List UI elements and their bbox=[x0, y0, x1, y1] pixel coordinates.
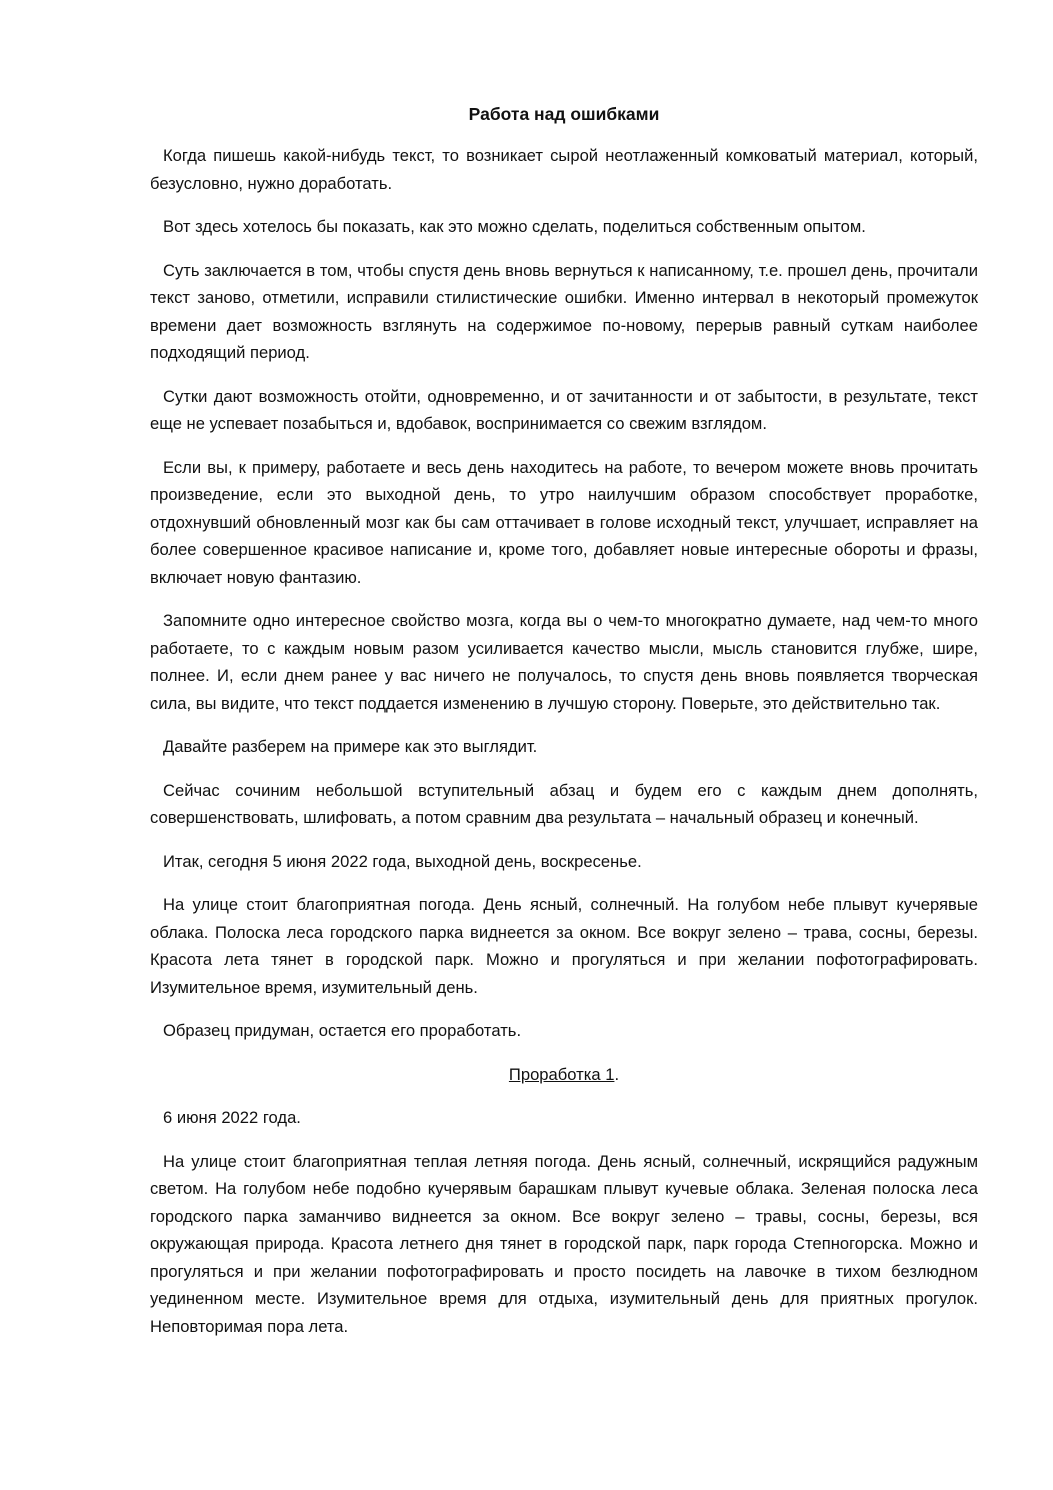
paragraph-5: Если вы, к примеру, работаете и весь день находитесь на работе, то вечером можете вновь прочитать произведение, если это выходной день, то утро наилучшим образом способствует проработке, отдохнувший обновленный мозг как бы сам оттачивает в голове исходный текст, улучшает, исправляет на более совершенное красивое написание и, кроме того, добавляет новые интересные обороты и фразы, включает новую фантазию. bbox=[150, 457, 978, 587]
paragraph-4: Сутки дают возможность отойти, одновременно, и от зачитанности и от забытости, в результате, текст еще не успевает позабыться и, вдобавок, воспринимается со свежим взглядом. bbox=[150, 386, 978, 433]
section-heading bbox=[150, 1061, 978, 1089]
paragraph-10: На улице стоит благоприятная погода. День ясный, солнечный. На голубом небе плывут кучерявые облака. Полоска леса городского парка виднеется за окном. Все вокруг зелено – трава, сосны, березы. Красота лета тянет в городской парк. Можно и прогуляться и при желании пофотографировать. Изумительное время, изумительный день. bbox=[150, 895, 978, 997]
paragraph-7: Давайте разберем на примере как это выглядит. bbox=[163, 737, 538, 756]
paragraph-3: Суть заключается в том, чтобы спустя день вновь вернуться к написанному, т.е. прошел день, прочитали текст заново, отметили, исправили стилистические ошибки. Именно интервал в некоторый промежуток времени дает возможность взглянуть на содержимое по-новому, перерыв равный суткам наиболее подходящий период. bbox=[150, 260, 978, 362]
document-title: Работа над ошибками bbox=[468, 104, 660, 124]
section-heading-text: Проработка 1 bbox=[508, 1064, 615, 1084]
section-text: На улице стоит благоприятная теплая летняя погода. День ясный, солнечный, искрящийся радужным светом. На голубом небе подобно кучерявым барашкам плывут кучевые облака. Зеленая полоска леса городского парка заманчиво виднеется за окном. Все вокруг зелено – травы, сосны, березы, вся окружающая природа. Красота летнего дня тянет в городской парк, парк города Степногорска. Можно и прогуляться и при желании пофотографировать и просто посидеть на лавочке в тихом безлюдном уединенном месте. Изумительное время для отдыха, изумительный день для приятных прогулок. Неповторимая пора лета. bbox=[150, 1151, 978, 1336]
section-heading-suffix: . bbox=[614, 1064, 620, 1084]
document-page bbox=[150, 100, 978, 1356]
paragraph-2: Вот здесь хотелось бы показать, как это можно сделать, поделиться собственным опытом. bbox=[163, 217, 866, 236]
section-date: 6 июня 2022 года. bbox=[163, 1108, 301, 1127]
paragraph-9: Итак, сегодня 5 июня 2022 года, выходной день, воскресенье. bbox=[163, 851, 642, 871]
paragraph-1: Когда пишешь какой-нибудь текст, то возникает сырой неотлаженный комковатый материал, который, безусловно, нужно доработать. bbox=[150, 146, 978, 193]
paragraph-6: Запомните одно интересное свойство мозга, когда вы о чем-то многократно думаете, над чем-то много работаете, то с каждым новым разом усиливается качество мысли, мысль становится глубже, шире, полнее. И, если днем ранее у вас ничего не получалось, то спустя день вновь появляется творческая сила, вы видите, что текст поддается изменению в лучшую сторону. Поверьте, это действительно так. bbox=[150, 611, 978, 713]
paragraph-11: Образец придуман, остается его проработать. bbox=[163, 1021, 522, 1040]
paragraph-8: Сейчас сочиним небольшой вступительный абзац и будем его с каждым днем дополнять, совершенствовать, шлифовать, а потом сравним два результата – начальный образец и конечный. bbox=[150, 780, 978, 827]
